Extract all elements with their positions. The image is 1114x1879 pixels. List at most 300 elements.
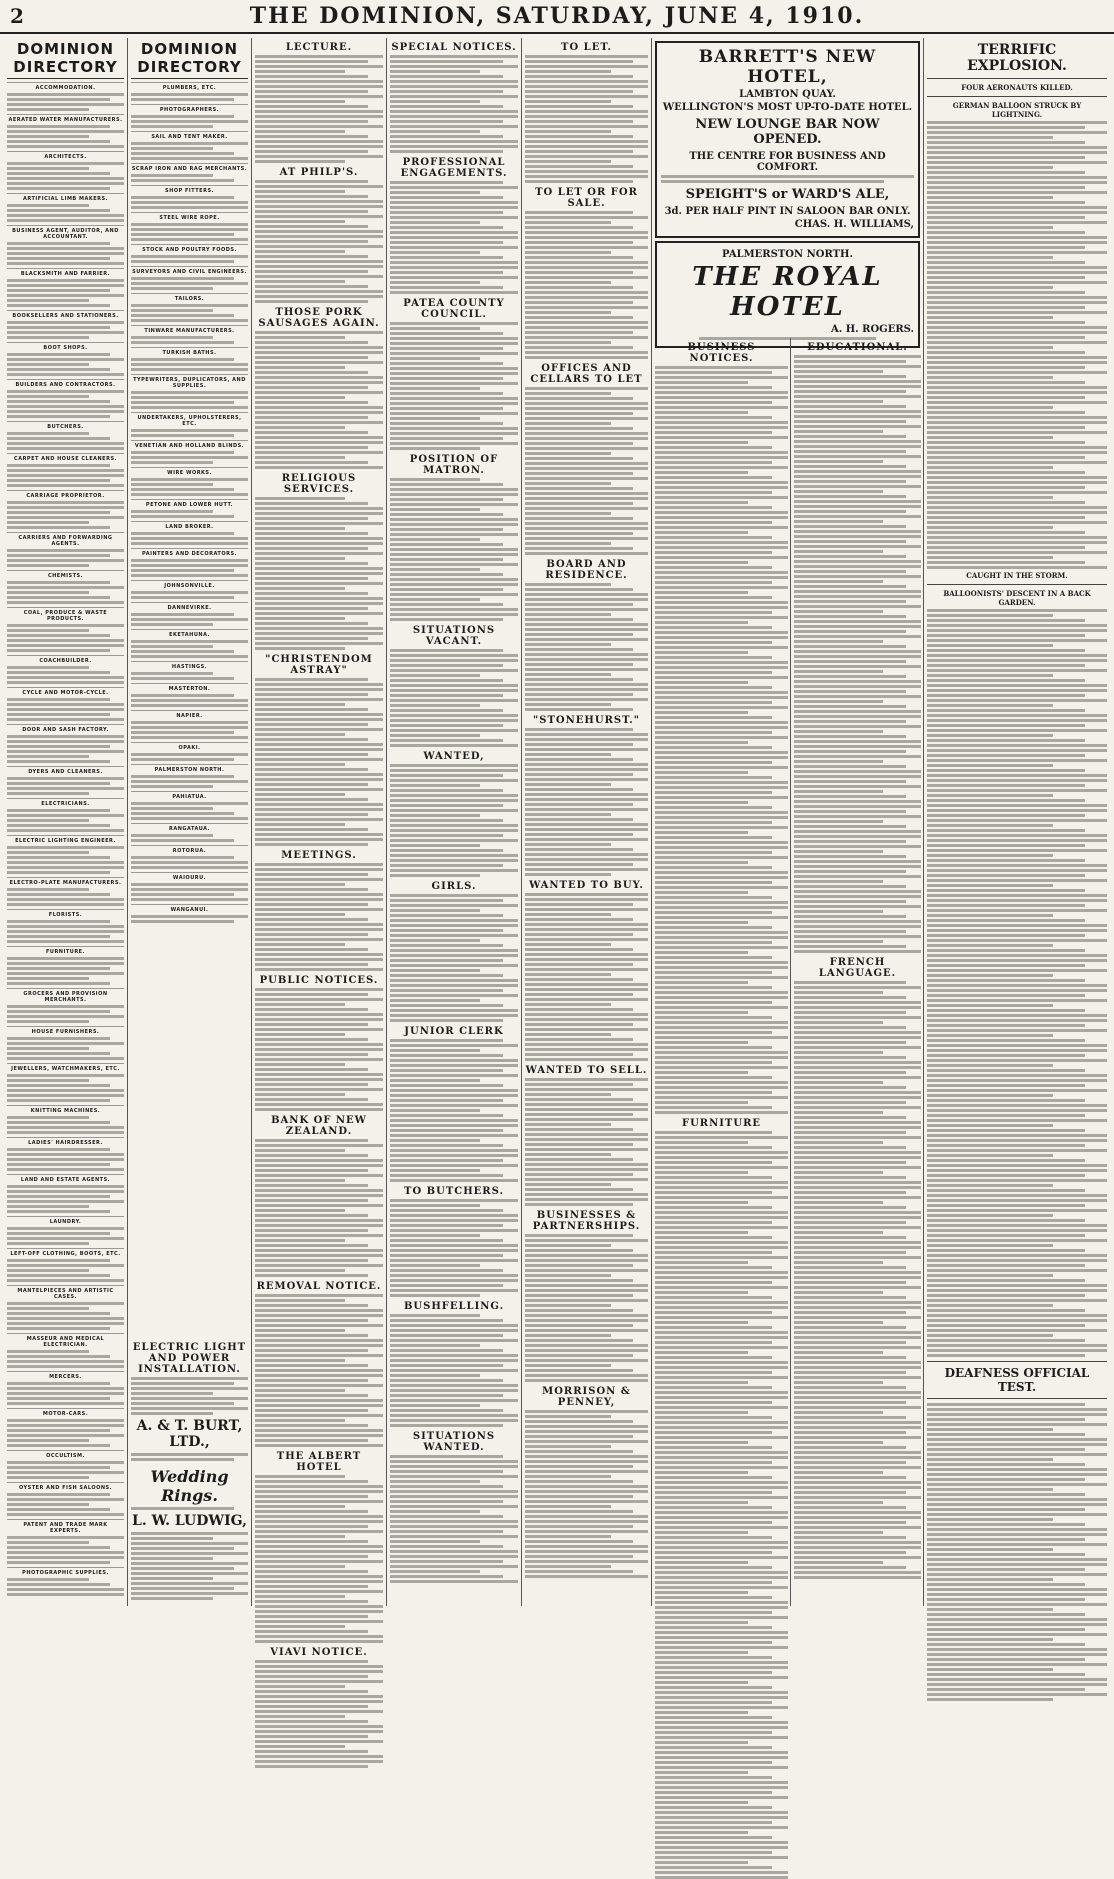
text-line bbox=[655, 1406, 788, 1409]
text-line bbox=[390, 186, 518, 189]
text-line bbox=[7, 1429, 110, 1432]
text-line bbox=[794, 860, 921, 863]
text-line bbox=[525, 1173, 633, 1176]
text-line bbox=[655, 1476, 772, 1479]
text-line bbox=[655, 371, 772, 374]
text-line bbox=[525, 948, 633, 951]
text-line bbox=[131, 807, 213, 810]
text-line bbox=[131, 493, 248, 496]
text-line bbox=[655, 1071, 748, 1074]
text-line bbox=[7, 1392, 124, 1395]
text-line bbox=[525, 1425, 648, 1428]
text-line bbox=[255, 562, 368, 565]
text-line bbox=[255, 85, 383, 88]
text-line bbox=[794, 1566, 906, 1569]
text-line bbox=[794, 1141, 883, 1144]
text-line bbox=[655, 766, 788, 769]
text-line bbox=[525, 1369, 633, 1372]
text-line bbox=[655, 761, 772, 764]
text-line bbox=[525, 1470, 648, 1473]
text-line bbox=[255, 908, 383, 911]
text-line bbox=[655, 1631, 788, 1634]
text-line bbox=[7, 1121, 110, 1124]
text-line bbox=[7, 447, 124, 450]
text-line bbox=[794, 1456, 921, 1459]
text-line bbox=[255, 1013, 383, 1016]
text-line bbox=[7, 336, 89, 339]
text-line bbox=[927, 1094, 1053, 1097]
text-line bbox=[390, 558, 503, 561]
text-line bbox=[655, 1086, 788, 1089]
text-line bbox=[390, 377, 503, 380]
text-line bbox=[927, 814, 1085, 817]
text-line bbox=[794, 835, 921, 838]
text-line bbox=[7, 1546, 110, 1549]
text-line bbox=[255, 1660, 368, 1663]
text-line bbox=[255, 1580, 383, 1583]
text-line bbox=[390, 899, 503, 902]
section-heading: KNITTING MACHINES. bbox=[7, 1105, 124, 1114]
text-line bbox=[794, 880, 883, 883]
text-line bbox=[7, 1397, 110, 1400]
text-line bbox=[255, 1264, 383, 1267]
text-line bbox=[255, 406, 383, 409]
text-line bbox=[525, 623, 648, 626]
text-line bbox=[525, 105, 633, 108]
text-line bbox=[255, 1374, 383, 1377]
text-line bbox=[794, 635, 921, 638]
text-line bbox=[255, 527, 345, 530]
section-heading: TO LET OR FOR SALE. bbox=[535, 187, 638, 209]
text-line bbox=[794, 1361, 921, 1364]
text-line bbox=[255, 1359, 345, 1362]
text-line bbox=[7, 564, 89, 567]
text-line bbox=[655, 1271, 788, 1274]
text-line bbox=[927, 1054, 1085, 1057]
text-line bbox=[390, 1244, 518, 1247]
text-line bbox=[390, 1254, 503, 1257]
text-line bbox=[655, 501, 748, 504]
text-line bbox=[655, 1811, 788, 1814]
text-line bbox=[794, 675, 906, 678]
text-line bbox=[794, 1576, 921, 1579]
text-line bbox=[390, 201, 518, 204]
text-line bbox=[255, 466, 383, 469]
text-line bbox=[927, 1079, 1107, 1082]
text-line bbox=[525, 1088, 648, 1091]
text-line bbox=[927, 1578, 1053, 1581]
text-line bbox=[131, 758, 234, 761]
text-line bbox=[927, 1159, 1085, 1162]
text-line bbox=[131, 640, 248, 643]
text-line bbox=[525, 913, 611, 916]
section-heading: CARRIAGE PROPRIETOR. bbox=[7, 490, 124, 499]
text-line bbox=[255, 1595, 345, 1598]
text-line bbox=[390, 271, 503, 274]
text-line bbox=[655, 681, 748, 684]
text-line bbox=[927, 639, 1107, 642]
text-line bbox=[525, 351, 648, 354]
text-line bbox=[927, 406, 1053, 409]
section-heading: MERCERS. bbox=[7, 1371, 124, 1380]
text-line bbox=[7, 162, 124, 165]
text-line bbox=[794, 1441, 883, 1444]
section-heading: PHOTOGRAPHIC SUPPLIES. bbox=[7, 1567, 124, 1576]
text-line bbox=[7, 1232, 110, 1235]
text-line bbox=[927, 441, 1085, 444]
text-line bbox=[794, 440, 921, 443]
text-line bbox=[525, 763, 648, 766]
section-heading: PHOTOGRAPHERS. bbox=[131, 104, 248, 113]
text-line bbox=[390, 724, 503, 727]
text-line bbox=[390, 1314, 480, 1317]
text-line bbox=[525, 1168, 648, 1171]
text-line bbox=[255, 818, 383, 821]
text-line bbox=[7, 787, 124, 790]
text-line bbox=[7, 745, 110, 748]
text-line bbox=[131, 569, 234, 572]
text-line bbox=[390, 422, 503, 425]
text-line bbox=[927, 1443, 1107, 1446]
section-heading: BOARD AND RESIDENCE. bbox=[545, 559, 628, 581]
text-line bbox=[927, 1234, 1085, 1237]
text-line bbox=[525, 477, 648, 480]
text-line bbox=[255, 1194, 383, 1197]
text-line bbox=[927, 156, 1085, 159]
text-line bbox=[131, 93, 248, 96]
text-line bbox=[7, 182, 124, 185]
text-line bbox=[390, 1530, 503, 1533]
text-line bbox=[131, 574, 248, 577]
text-line bbox=[390, 1414, 518, 1417]
text-line bbox=[525, 628, 648, 631]
text-line bbox=[390, 1134, 518, 1137]
text-line bbox=[655, 1221, 772, 1224]
text-line bbox=[7, 1583, 110, 1586]
text-line bbox=[927, 844, 1085, 847]
text-line bbox=[794, 655, 921, 658]
text-line bbox=[927, 1643, 1085, 1646]
text-line bbox=[7, 1020, 89, 1023]
text-line bbox=[390, 964, 518, 967]
text-line bbox=[255, 1048, 383, 1051]
text-line bbox=[927, 1029, 1107, 1032]
text-line bbox=[794, 1436, 921, 1439]
text-line bbox=[255, 552, 383, 555]
text-line bbox=[794, 1431, 906, 1434]
text-line bbox=[390, 1044, 518, 1047]
text-line bbox=[525, 933, 633, 936]
text-line bbox=[655, 1091, 772, 1094]
text-line bbox=[131, 179, 234, 182]
text-line bbox=[255, 1424, 368, 1427]
text-line bbox=[655, 1871, 788, 1874]
text-line bbox=[655, 1191, 772, 1194]
text-line bbox=[794, 1366, 921, 1369]
text-line bbox=[255, 1760, 383, 1763]
text-line bbox=[390, 1555, 518, 1558]
text-line bbox=[131, 282, 248, 285]
text-line bbox=[927, 834, 1107, 837]
text-line bbox=[390, 844, 480, 847]
text-line bbox=[927, 286, 1053, 289]
text-line bbox=[255, 1414, 383, 1417]
text-line bbox=[655, 1846, 788, 1849]
text-line bbox=[655, 1796, 788, 1799]
text-line bbox=[131, 893, 234, 896]
text-line bbox=[927, 1508, 1085, 1511]
text-line bbox=[655, 1096, 788, 1099]
text-line bbox=[131, 201, 248, 204]
text-line bbox=[927, 729, 1107, 732]
text-line bbox=[7, 871, 110, 874]
text-line bbox=[525, 336, 648, 339]
section-heading: WANTED, bbox=[423, 751, 485, 762]
text-line bbox=[794, 575, 921, 578]
text-line bbox=[390, 1359, 518, 1362]
text-line bbox=[7, 177, 124, 180]
text-line bbox=[7, 1074, 124, 1077]
text-line bbox=[131, 775, 234, 778]
text-line bbox=[390, 1525, 518, 1528]
text-line bbox=[525, 908, 648, 911]
section-heading: TURKISH BATHS. bbox=[131, 347, 248, 356]
text-line bbox=[655, 1671, 772, 1674]
text-line bbox=[927, 619, 1085, 622]
text-line bbox=[525, 392, 611, 395]
text-line bbox=[655, 596, 772, 599]
section-heading: ELECTRIC LIGHTING ENGINEER. bbox=[7, 835, 124, 844]
text-line bbox=[927, 1109, 1107, 1112]
text-line bbox=[7, 1387, 124, 1390]
text-line bbox=[525, 1128, 633, 1131]
text-line bbox=[7, 410, 124, 413]
text-line bbox=[927, 1354, 1085, 1357]
text-line bbox=[927, 1064, 1053, 1067]
text-line bbox=[255, 592, 368, 595]
text-line bbox=[794, 390, 906, 393]
text-line bbox=[927, 1558, 1107, 1561]
text-line bbox=[794, 450, 906, 453]
text-line bbox=[525, 1450, 633, 1453]
text-line bbox=[255, 275, 383, 278]
text-line bbox=[390, 814, 480, 817]
text-line bbox=[525, 387, 648, 390]
text-line bbox=[655, 1206, 772, 1209]
text-line bbox=[794, 1251, 906, 1254]
text-line bbox=[255, 1043, 383, 1046]
text-line bbox=[655, 366, 788, 369]
section-heading: POSITION OF MATRON. bbox=[409, 454, 499, 476]
section-heading: WANTED TO SELL. bbox=[525, 1065, 648, 1076]
text-line bbox=[131, 309, 213, 312]
section-heading: OYSTER AND FISH SALOONS. bbox=[7, 1482, 124, 1491]
text-line bbox=[255, 517, 368, 520]
section-heading: UNDERTAKERS, UPHOLSTERERS, ETC. bbox=[131, 412, 248, 427]
text-line bbox=[794, 981, 906, 984]
text-line bbox=[255, 255, 368, 258]
text-line bbox=[255, 713, 383, 716]
text-line bbox=[655, 1016, 772, 1019]
text-line bbox=[255, 280, 345, 283]
text-line bbox=[794, 1021, 883, 1024]
text-line bbox=[655, 1006, 788, 1009]
text-line bbox=[927, 506, 1107, 509]
text-line bbox=[255, 416, 368, 419]
text-line bbox=[255, 265, 383, 268]
text-line bbox=[7, 363, 89, 366]
text-line bbox=[525, 331, 633, 334]
text-line bbox=[794, 1391, 921, 1394]
text-line bbox=[390, 1174, 503, 1177]
text-line bbox=[655, 931, 788, 934]
text-line bbox=[655, 1841, 788, 1844]
section-heading: BOOT SHOPS. bbox=[7, 342, 124, 351]
text-line bbox=[927, 336, 1085, 339]
section-heading: GIRLS. bbox=[431, 881, 477, 892]
text-line bbox=[390, 221, 480, 224]
text-line bbox=[927, 1099, 1085, 1102]
text-line bbox=[655, 1301, 788, 1304]
text-line bbox=[794, 745, 921, 748]
text-line bbox=[655, 891, 748, 894]
text-line bbox=[927, 351, 1085, 354]
text-line bbox=[390, 417, 480, 420]
text-line bbox=[525, 1163, 648, 1166]
text-line bbox=[7, 1015, 124, 1018]
text-line bbox=[525, 502, 633, 505]
text-line bbox=[525, 1309, 633, 1312]
text-line bbox=[525, 1510, 633, 1513]
text-line bbox=[7, 559, 124, 562]
text-line bbox=[655, 801, 748, 804]
text-line bbox=[255, 1199, 368, 1202]
column-2-ads bbox=[131, 1338, 248, 1602]
text-line bbox=[7, 187, 110, 190]
text-line bbox=[794, 1191, 906, 1194]
text-line bbox=[927, 644, 1053, 647]
text-line bbox=[927, 974, 1053, 977]
text-line bbox=[794, 1496, 921, 1499]
text-line bbox=[525, 1279, 633, 1282]
text-line bbox=[655, 531, 748, 534]
text-line bbox=[525, 1349, 648, 1352]
text-line bbox=[927, 1498, 1107, 1501]
text-line bbox=[655, 1231, 748, 1234]
text-line bbox=[255, 1575, 383, 1578]
text-line bbox=[7, 1042, 124, 1045]
text-line bbox=[525, 663, 633, 666]
text-line bbox=[794, 1551, 906, 1554]
text-line bbox=[390, 1364, 503, 1367]
text-line bbox=[255, 763, 345, 766]
text-line bbox=[927, 869, 1107, 872]
text-line bbox=[655, 1746, 772, 1749]
text-line bbox=[794, 355, 921, 358]
text-line bbox=[927, 1349, 1107, 1352]
text-line bbox=[390, 110, 518, 113]
text-line bbox=[927, 944, 1053, 947]
text-line bbox=[525, 1500, 648, 1503]
text-line bbox=[131, 861, 248, 864]
text-line bbox=[525, 512, 611, 515]
text-line bbox=[390, 216, 518, 219]
text-line bbox=[390, 483, 503, 486]
text-line bbox=[525, 537, 648, 540]
text-line bbox=[927, 461, 1107, 464]
text-line bbox=[794, 580, 883, 583]
text-line bbox=[7, 373, 124, 376]
text-line bbox=[655, 1601, 788, 1604]
section-heading: TINWARE MANUFACTURERS. bbox=[131, 325, 248, 334]
text-line bbox=[255, 1530, 383, 1533]
text-line bbox=[927, 679, 1085, 682]
text-line bbox=[390, 1354, 518, 1357]
text-line bbox=[255, 1249, 383, 1252]
text-line bbox=[794, 445, 921, 448]
text-line bbox=[255, 1319, 368, 1322]
text-line bbox=[927, 854, 1053, 857]
text-line bbox=[655, 471, 748, 474]
text-line bbox=[927, 541, 1107, 544]
ad-royal-hotel bbox=[655, 241, 920, 348]
text-line bbox=[927, 1329, 1107, 1332]
text-line bbox=[255, 773, 383, 776]
text-line bbox=[927, 1468, 1107, 1471]
text-line bbox=[927, 624, 1107, 627]
section-heading: DANNEVIRKE. bbox=[131, 602, 248, 611]
text-line bbox=[525, 1495, 633, 1498]
text-line bbox=[255, 1565, 345, 1568]
text-line bbox=[255, 210, 368, 213]
text-line bbox=[255, 90, 368, 93]
text-line bbox=[655, 1461, 772, 1464]
directory-list bbox=[7, 82, 124, 1596]
text-line bbox=[655, 1656, 772, 1659]
text-line bbox=[7, 1498, 124, 1501]
section-heading: THOSE PORK SAUSAGES AGAIN. bbox=[258, 307, 380, 329]
text-line bbox=[255, 1555, 368, 1558]
text-line bbox=[655, 896, 772, 899]
text-line bbox=[794, 405, 906, 408]
barretts-centre: THE CENTRE FOR BUSINESS AND COMFORT. bbox=[689, 151, 886, 173]
text-line bbox=[7, 501, 124, 504]
text-line bbox=[255, 1028, 383, 1031]
text-line bbox=[131, 255, 248, 258]
text-line bbox=[525, 978, 633, 981]
text-line bbox=[927, 301, 1107, 304]
text-line bbox=[255, 637, 368, 640]
text-line bbox=[7, 962, 124, 965]
text-line bbox=[255, 998, 383, 1001]
text-line bbox=[390, 135, 503, 138]
directory-list bbox=[131, 82, 248, 923]
section-heading: TO BUTCHERS. bbox=[404, 1186, 504, 1197]
text-line bbox=[7, 893, 110, 896]
text-line bbox=[927, 1638, 1053, 1641]
text-line bbox=[655, 1516, 788, 1519]
text-line bbox=[655, 476, 772, 479]
section-heading: PALMERSTON NORTH. bbox=[131, 764, 248, 773]
text-line bbox=[927, 1603, 1107, 1606]
text-line bbox=[794, 1161, 906, 1164]
text-line bbox=[7, 1259, 110, 1262]
text-line bbox=[655, 1401, 772, 1404]
text-line bbox=[927, 466, 1053, 469]
text-line bbox=[7, 469, 124, 472]
text-line bbox=[655, 1781, 788, 1784]
text-line bbox=[794, 1241, 921, 1244]
